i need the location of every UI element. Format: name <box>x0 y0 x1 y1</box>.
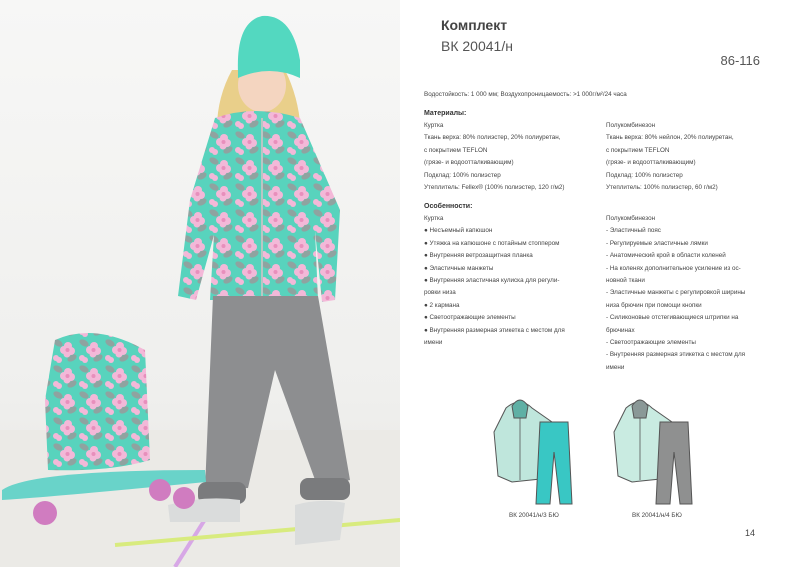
product-article: ВК 20041/н <box>441 38 513 54</box>
product-info-page <box>400 0 797 567</box>
jacket-feature-line: ● Внутренняя ветрозащитная планка <box>424 252 533 260</box>
jacket-feature-line: ровки низа <box>424 289 456 297</box>
overalls-feature-line: - Эластичные манжеты с регулировкой ширины <box>606 289 746 297</box>
jacket-material-line: Утеплитель: Fellex® (100% полиэстер, 120 г/м2) <box>424 184 565 192</box>
jacket-material-line: Куртка <box>424 122 444 129</box>
jacket-feature-line: Куртка <box>424 215 444 222</box>
overalls-materials <box>606 120 734 194</box>
jacket-materials <box>424 120 565 194</box>
overalls-material-line: (грязе- и водоотталкивающим) <box>606 159 696 167</box>
variant-1-flat-sketch <box>492 392 576 512</box>
overalls-feature-line: - На коленях дополнительное усиление из ос- <box>606 264 741 272</box>
jacket-feature-line: ● Светоотражающие элементы <box>424 314 516 322</box>
features-heading: Особенности: <box>424 203 473 210</box>
overalls-feature-line: - Регулируемые эластичные лямки <box>606 239 708 247</box>
materials-heading: Материалы: <box>424 110 467 117</box>
jacket-material-line: с покрытием TEFLON <box>424 146 488 154</box>
jacket-feature-line: ● Эластичные манжеты <box>424 264 494 272</box>
jacket-feature-line: ● Несъемный капюшон <box>424 227 493 235</box>
overalls-feature-line: Полукомбинезон <box>606 215 656 222</box>
overalls-material-line: Ткань верха: 80% нейлон, 20% полиуретан, <box>606 134 734 142</box>
overalls-material-line: Полукомбинезон <box>606 122 656 129</box>
overalls-feature-line: брючинах <box>606 326 635 334</box>
jacket-features <box>424 213 565 349</box>
page-number: 14 <box>744 528 755 538</box>
overalls-feature-line: - Эластичный пояс <box>606 227 661 235</box>
variant-2-flat-sketch <box>612 392 696 512</box>
jacket-feature-line: ● Внутренняя размерная этикетка с местом для <box>424 326 565 334</box>
size-range: 86-116 <box>720 53 760 68</box>
jacket-feature-line: ● 2 кармана <box>424 301 460 309</box>
jacket-feature-line: ● Внутренняя эластичная кулиска для регули- <box>424 277 560 285</box>
overalls-material-line: Подклад: 100% полиэстер <box>606 171 683 179</box>
overalls-feature-line: низа брючин при помощи кнопки <box>606 301 702 309</box>
overalls-feature-line: - Внутренняя размерная этикетка с местом для <box>606 351 746 359</box>
variant-1-caption: ВК 20041/н/3 БЮ <box>509 512 559 519</box>
jacket-material-line: (грязе- и водоотталкивающим) <box>424 159 514 167</box>
overalls-feature-line: - Силиконовые отстегивающиеся штрипки на <box>606 314 739 322</box>
overalls-material-line: Утеплитель: 100% полиэстер, 60 г/м2) <box>606 184 718 192</box>
jacket-material-line: Подклад: 100% полиэстер <box>424 171 501 179</box>
jacket-feature-line: ● Утяжка на капюшоне с потайным стоппером <box>424 239 560 247</box>
jacket-feature-line: имени <box>424 339 443 347</box>
overalls-feature-line: - Светоотражающие элементы <box>606 339 696 347</box>
variant-2-caption: ВК 20041/н/4 БЮ <box>632 512 682 519</box>
overalls-feature-line: - Анатомический крой в области коленей <box>606 252 726 260</box>
variant-2-pants <box>656 422 692 504</box>
overalls-feature-line: новной ткани <box>606 277 645 285</box>
variant-1-pants <box>536 422 572 504</box>
overalls-feature-line: имени <box>606 363 625 371</box>
product-title: Комплект <box>441 17 508 33</box>
water-resistance-note: Водостойкость: 1 000 мм; Воздухопроницаемость: >1 000г/м²/24 часа <box>424 91 627 98</box>
overalls-features <box>606 213 745 374</box>
jacket-material-line: Ткань верха: 80% полиэстер, 20% полиуретан, <box>424 134 561 142</box>
overalls-material-line: с покрытием TEFLON <box>606 146 670 154</box>
